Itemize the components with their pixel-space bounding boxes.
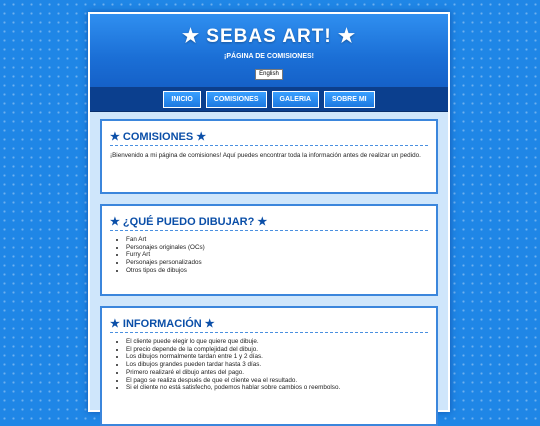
section-title: ★ ¿QUÉ PUEDO DIBUJAR? ★ [110, 215, 428, 231]
list-item: • Personajes originales (OCs) [126, 244, 428, 252]
language-toggle-button[interactable]: English [255, 69, 283, 80]
drawing-types-list [110, 236, 428, 275]
section-informacion [100, 306, 438, 426]
nav-item-sobre-mi[interactable]: SOBRE MI [324, 91, 375, 108]
section-que-puedo-dibujar [100, 204, 438, 296]
info-list [110, 338, 428, 392]
list-item: • El cliente puede elegir lo que quiere que dibuje. [126, 338, 428, 346]
section-text: ¡Bienvenido a mi página de comisiones! Aquí puedes encontrar toda la información antes de realizar un pedido. [110, 152, 421, 159]
list-item: • Si el cliente no está satisfecho, podemos hablar sobre cambios o reembolso. [126, 384, 428, 392]
site-subtitle: ¡PÁGINA DE COMISIONES! [224, 53, 314, 60]
list-item: • Los dibujos grandes pueden tardar hasta 3 días. [126, 361, 428, 369]
list-item: • Primero realizaré el dibujo antes del pago. [126, 369, 428, 377]
section-title: ★ COMISIONES ★ [110, 130, 428, 146]
nav-item-comisiones[interactable]: COMISIONES [206, 91, 267, 108]
site-header [90, 14, 448, 88]
site-title: ★ SEBAS ART! ★ [181, 26, 357, 47]
section-title: ★ INFORMACIÓN ★ [110, 317, 428, 333]
main-nav [90, 88, 448, 112]
list-item: • Los dibujos normalmente tardan entre 1 y 2 días. [126, 353, 428, 361]
nav-item-galeria[interactable]: GALERIA [272, 91, 320, 108]
list-item: • El precio depende de la complejidad del dibujo. [126, 346, 428, 354]
section-comisiones [100, 119, 438, 194]
list-item: • Furry Art [126, 251, 428, 259]
main-content [90, 112, 448, 426]
nav-item-inicio[interactable]: INICIO [163, 91, 200, 108]
list-item: • Otros tipos de dibujos [126, 267, 428, 275]
list-item: • Fan Art [126, 236, 428, 244]
page-container [88, 12, 450, 412]
list-item: • Personajes personalizados [126, 259, 428, 267]
list-item: • El pago se realiza después de que el cliente vea el resultado. [126, 377, 428, 385]
